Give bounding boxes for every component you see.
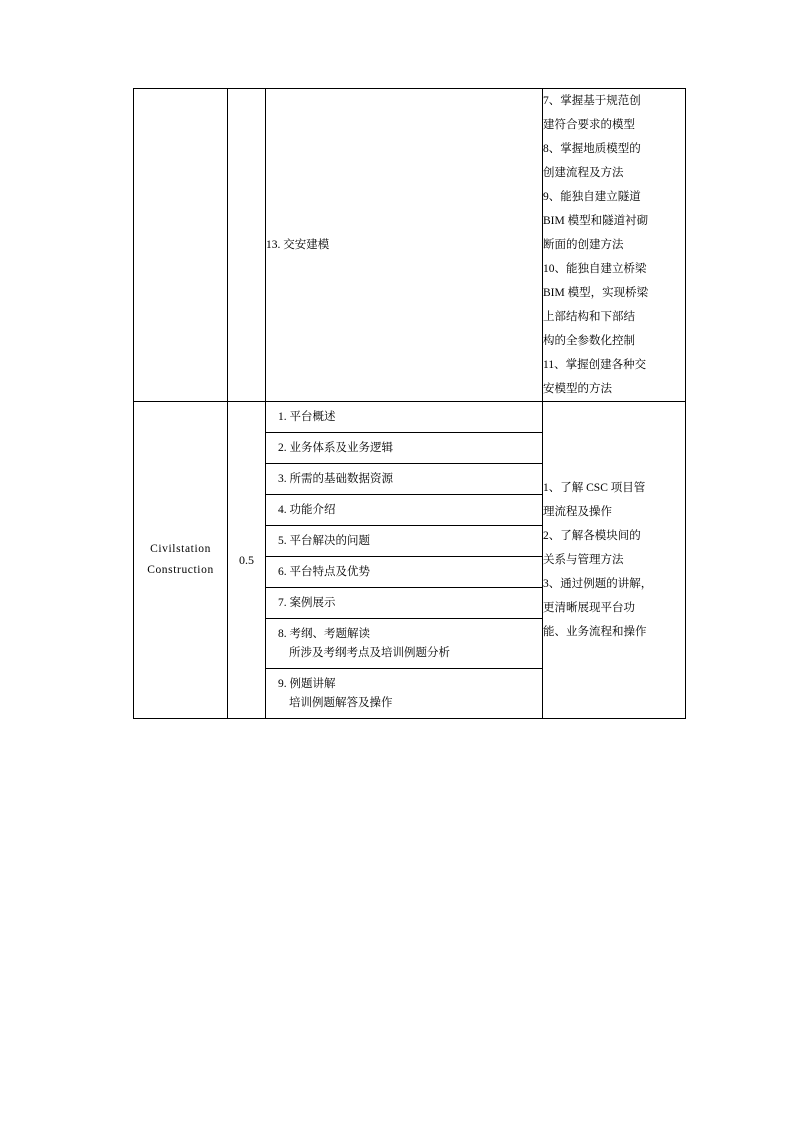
goal-line: 理流程及操作 [543, 506, 612, 518]
goal-line: 10、能独自建立桥梁 [543, 263, 647, 275]
course-name-line: Civilstation [150, 543, 211, 555]
content-item: 1. 平台概述 [266, 402, 542, 433]
goal-line: 创建流程及方法 [543, 167, 624, 179]
list-item [266, 526, 542, 557]
list-item [266, 495, 542, 526]
content-item: 4. 功能介绍 [266, 495, 542, 526]
content-item-main: 9. 例题讲解 [278, 678, 336, 690]
content-cell [266, 402, 543, 719]
content-item: 2. 业务体系及业务逻辑 [266, 433, 542, 464]
content-item: 7. 案例展示 [266, 588, 542, 619]
course-name-cell-empty [134, 89, 228, 402]
goal-line: 上部结构和下部结 [543, 311, 635, 323]
goal-line: 建符合要求的模型 [543, 119, 635, 131]
content-item: 6. 平台特点及优势 [266, 557, 542, 588]
list-item [266, 402, 542, 433]
content-item-sub: 培训例题解答及操作 [289, 697, 393, 709]
goal-cell [543, 402, 686, 719]
list-item [266, 557, 542, 588]
content-item-main: 8. 考纲、考题解读 [278, 628, 370, 640]
credit-cell: 0.5 [228, 402, 266, 719]
content-item: 13. 交安建模 [266, 238, 330, 251]
content-item: 3. 所需的基础数据资源 [266, 464, 542, 495]
goal-line: 3、通过例题的讲解， [543, 578, 653, 590]
goal-line: BIM 模型和隧道衬砌 [543, 215, 649, 227]
course-name-line: Construction [147, 564, 214, 576]
list-item [266, 588, 542, 619]
goal-line: 9、能独自建立隧道 [543, 191, 641, 203]
content-item-multiline [266, 669, 542, 719]
goal-line: 能、业务流程和操作 [543, 626, 647, 638]
goal-line: 7、掌握基于规范创 [543, 95, 641, 107]
content-item: 5. 平台解决的问题 [266, 526, 542, 557]
content-cell-continuation [266, 89, 543, 402]
table-row [134, 89, 686, 402]
content-item-sub: 所涉及考纲考点及培训例题分析 [289, 647, 450, 659]
goal-line: 关系与管理方法 [543, 554, 624, 566]
goal-line: 构的全参数化控制 [543, 335, 635, 347]
goal-line: BIM 模型，实现桥梁 [543, 287, 649, 299]
course-outline-table [133, 88, 686, 719]
goal-line: 2、了解各模块间的 [543, 530, 641, 542]
content-item-list [266, 402, 542, 718]
list-item [266, 433, 542, 464]
goal-cell-continuation [543, 89, 686, 402]
goal-line: 更清晰展现平台功 [543, 602, 635, 614]
credit-cell-empty [228, 89, 266, 402]
goal-line: 8、掌握地质模型的 [543, 143, 641, 155]
goal-line: 11、掌握创建各种交 [543, 359, 647, 371]
goal-line: 1、了解 CSC 项目管 [543, 482, 646, 494]
table-row [134, 402, 686, 719]
goal-line: 断面的创建方法 [543, 239, 624, 251]
course-name-cell [134, 402, 228, 719]
content-item-multiline [266, 619, 542, 669]
list-item [266, 464, 542, 495]
goal-line: 安模型的方法 [543, 383, 612, 395]
list-item [266, 669, 542, 719]
list-item [266, 619, 542, 669]
